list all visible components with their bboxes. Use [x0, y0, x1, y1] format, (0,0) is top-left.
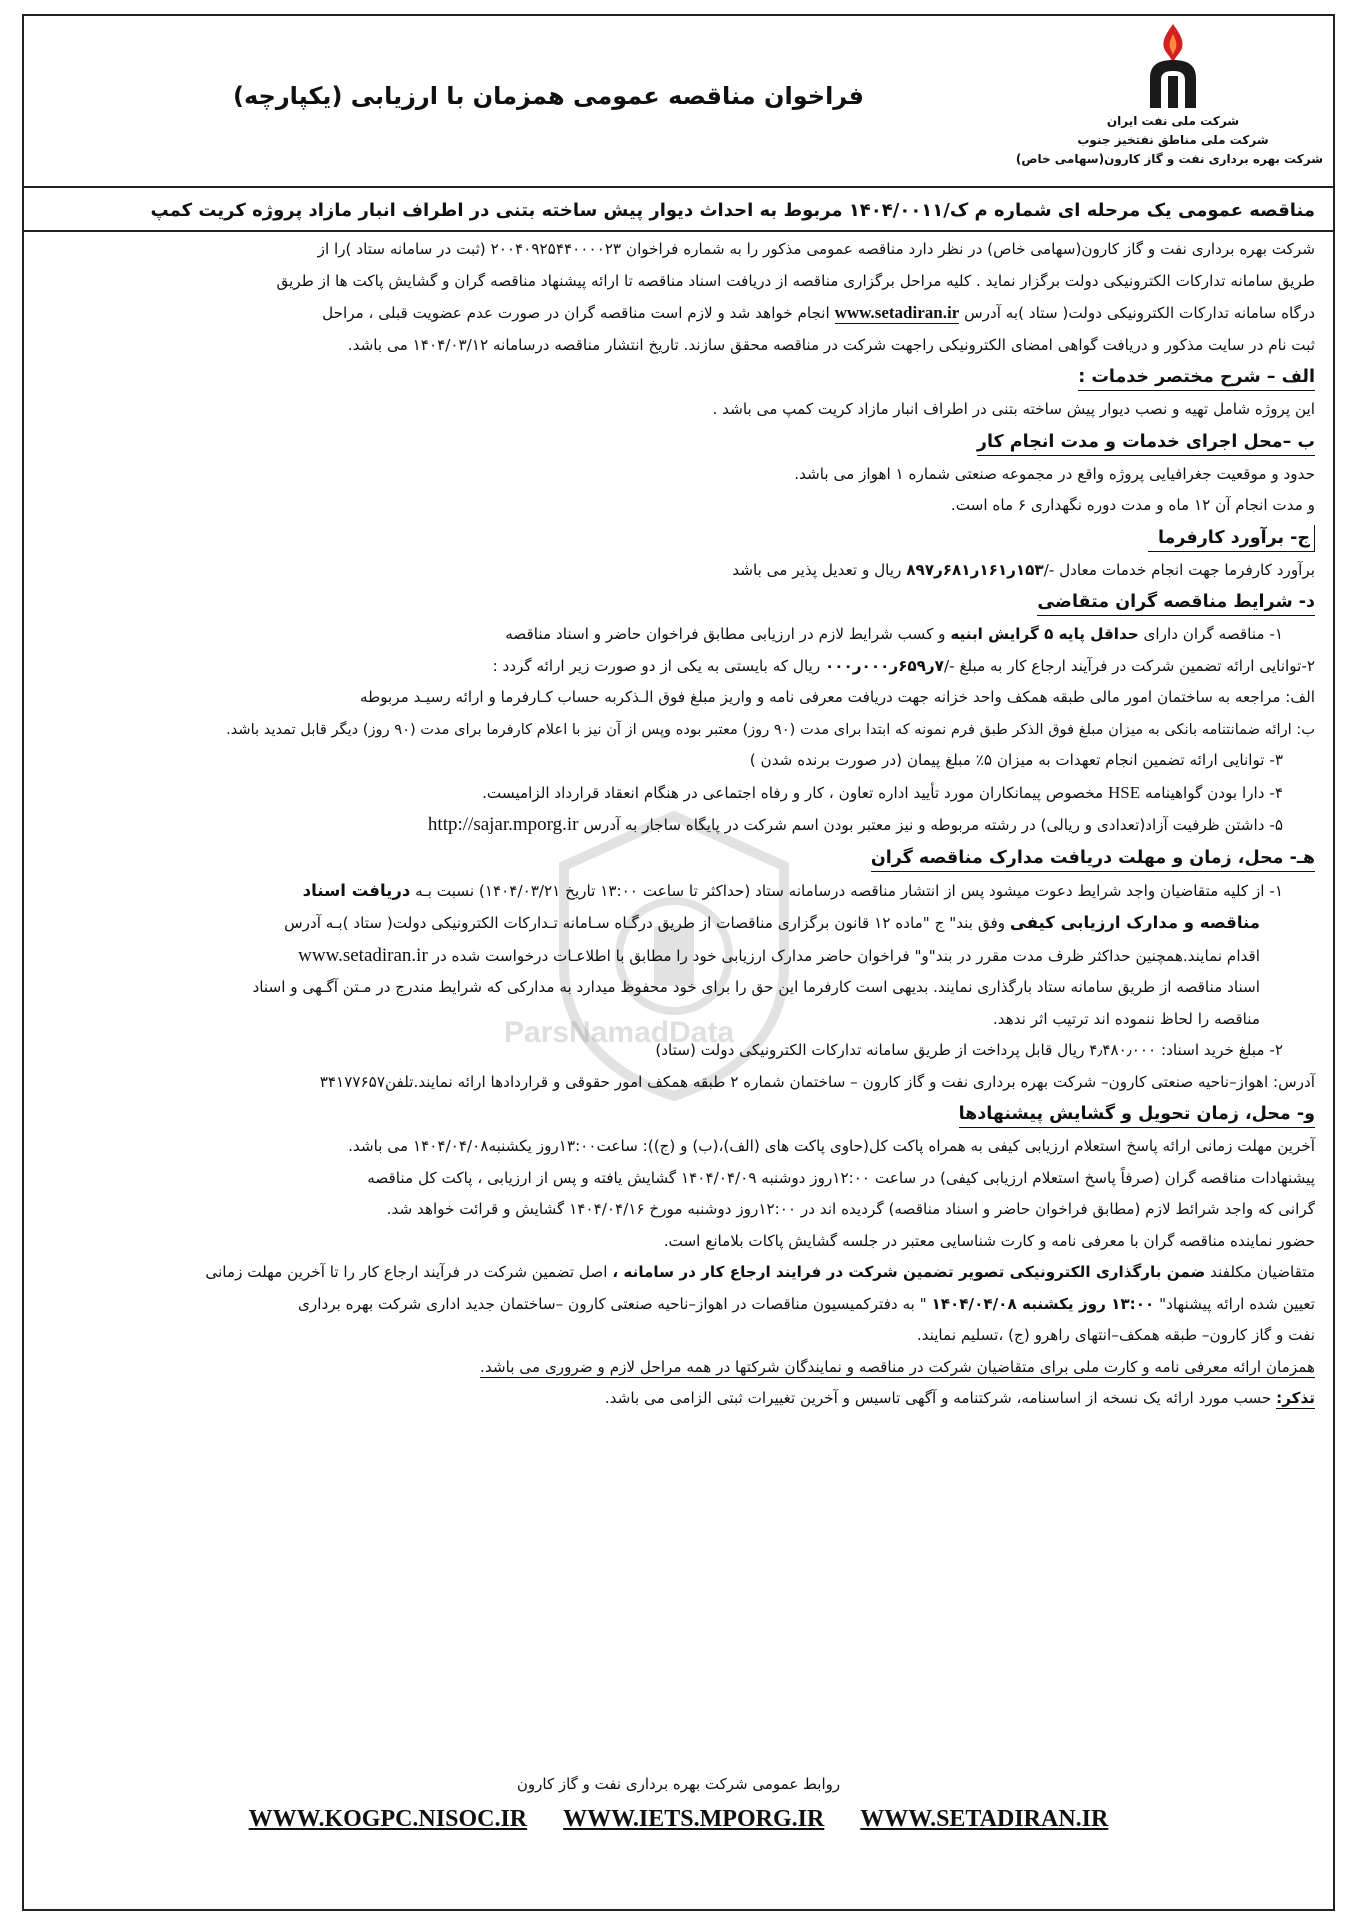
section-f-line-8: همزمان ارائه معرفی نامه و کارت ملی برای متقاضیان شرکت در مناقصه و نمایندگان شرکتها در همه مراحل لازم و ضروری می باشد.	[480, 1357, 1315, 1376]
section-f-line-5: متقاضیان مکلفند ضمن بارگذاری الکترونیکی تصویر تضمین شرکت در فرایند ارجاع کار در سامانه ، اصل تضمین شرکت در فرآیند ارجاع کار را تا آخرین مهلت زمانی	[205, 1263, 1315, 1281]
footer-link-iets[interactable]: WWW.IETS.MPORG.IR	[563, 1806, 825, 1832]
section-f-line-3: گرانی که واجد شرائط لازم (مطابق فراخوان حاضر و اسناد مناقصه) گردیده اند در ۱۲:۰۰روز دوشنبه مورخ ۱۴۰۴/۰۴/۱۶ گشایش و قرائت خواهد شد.	[386, 1200, 1315, 1218]
watermark-text: ParsNamadData	[504, 1016, 735, 1049]
section-b-title: ب –محل اجرای خدمات و مدت انجام کار	[42, 426, 1315, 459]
footer-link-setadiran[interactable]: WWW.SETADIRAN.IR	[860, 1806, 1109, 1832]
intro-line-3-b: انجام خواهد شد و لازم است مناقصه گران در صورت عدم عضویت قبلی ، مراحل	[322, 304, 830, 322]
condition-4: ۴- دارا بودن گواهینامه HSE مخصوص پیمانکاران مورد تأیید اداره تعاون ، کار و رفاه اجتماعی در هنگام انعقاد قرارداد الزامیست.	[482, 782, 1283, 802]
section-f-line-4: حضور نماینده مناقصه گران با معرفی نامه و کارت شناسایی معتبر در جلسه گشایش پاکات بلامانع است.	[663, 1231, 1315, 1250]
condition-5: ۵- داشتن ظرفیت آزاد(تعدادی و ریالی) در رشته مربوطه و نیز معتبر بودن اسم شرکت در پایگاه ساجار به آدرس http://sajar.mporg.ir	[427, 814, 1283, 835]
section-d-title: د- شرایط مناقصه گران متقاضی	[42, 586, 1315, 619]
org-line-1: شرکت ملی نفت ایران	[1106, 114, 1240, 128]
page-title: فراخوان مناقصه عمومی همزمان با ارزیابی (یکپارچه)	[233, 82, 864, 110]
section-e-p1-line-3: اقدام نمایند.همچنین حداکثر ظرف مدت مقرر در بند"و" فراخوان حاضر مدارک ارزیابی خود را مطابق با اطلاعـات درخواست شده در www.setadiran.ir	[298, 944, 1260, 966]
public-relations-line: روابط عمومی شرکت بهره برداری نفت و گاز کارون	[516, 1775, 841, 1793]
section-e-title: هـ- محل، زمان و مهلت دریافت مدارک مناقصه گران	[42, 842, 1315, 875]
condition-2: ۲-توانایی ارائه تضمین شرکت در فرآیند ارجاع کار به مبلغ -/۷ر۶۵۹ر۰۰۰ر۰۰۰ ریال که بایستی به یکی از دو صورت زیر ارائه گردد :	[492, 656, 1315, 675]
condition-2-b: ب: ارائه ضمانتنامه بانکی به میزان مبلغ فوق الذکر طبق فرم نمونه که ابتدا برای مدت (۹۰ روز) معتبر بوده وپس از آن نیز با اعلام کارفرما برای مدت (۹۰ روز) دیگر قابل تمدید باشد.	[226, 720, 1315, 738]
intro-line-3	[42, 297, 1315, 330]
section-c-title: ج- برآورد کارفرما	[42, 522, 1315, 555]
section-e-p2: ۲- مبلغ خرید اسناد: ۴٫۴۸۰٫۰۰۰ ریال قابل پرداخت از طریق سامانه تدارکات الکترونیکی دولت (ستاد)	[655, 1041, 1283, 1059]
intro-line-4: ثبت نام در سایت مذکور و دریافت گواهی امضای الکترونیکی راجهت شرکت در مناقصه محقق سازند. تاریخ انتشار مناقصه درسامانه ۱۴۰۴/۰۳/۱۲ می باشد.	[347, 335, 1315, 354]
nioc-logo-icon	[1138, 20, 1208, 112]
sajar-link[interactable]: http://sajar.mporg.ir	[427, 814, 579, 835]
section-b-line-1: حدود و موقعیت جغرافیایی پروژه واقع در مجموعه صنعتی شماره ۱ اهواز می باشد.	[794, 464, 1315, 483]
intro-line-1: شرکت بهره برداری نفت و گاز کارون(سهامی خاص) در نظر دارد مناقصه عمومی مذکور را به شماره فراخوان ۲۰۰۴۰۹۲۵۴۴۰۰۰۰۲۳ (ثبت در سامانه ستاد )را از	[317, 240, 1315, 258]
section-f-line-2: پیشنهادات مناقصه گران (صرفاً پاسخ استعلام ارزیابی کیفی) در ساعت ۱۲:۰۰روز دوشنبه ۱۴۰۴/۰۴/۰۹ گشایش یافته و پس از ارزیابی ، پاکت کل مناقصه	[367, 1168, 1315, 1187]
company-logo-block	[1015, 20, 1323, 184]
section-e-p1-line-5: مناقصه را لحاظ ننموده اند ترتیب اثر ندهد.	[992, 1009, 1260, 1028]
section-e-p1-line-2: مناقصه و مدارک ارزیابی کیفی وفق بند" ج "ماده ۱۲ قانون برگزاری مناقصات از طریق درگـاه سـامانه تـدارکات الکترونیکی دولت( ستاد )بـه آدرس	[284, 913, 1260, 932]
org-line-2: شرکت ملی مناطق نفتخیز جنوب	[1077, 133, 1269, 147]
section-a-title: الف – شرح مختصر خدمات :	[42, 361, 1315, 394]
intro-line-2: طریق سامانه تدارکات الکترونیکی دولت برگزار نماید . کلیه مراحل برگزاری مناقصه از دریافت اسناد مناقصه تا ارائه پیشنهاد مناقصه گران و گشایش پاکت ها از طریق	[276, 271, 1315, 290]
section-a-body: این پروژه شامل تهیه و نصب دیوار پیش ساخته بتنی در اطراف انبار مازاد کریت کمپ می باشد .	[712, 400, 1315, 418]
note	[42, 1383, 1315, 1415]
notice-page	[22, 14, 1335, 1911]
note-text: حسب مورد ارائه یک نسخه از اساسنامه، شرکتنامه و آگهی تاسیس و آخرین تغییرات ثبتی الزامی می باشد.	[604, 1389, 1272, 1407]
condition-2-a: الف: مراجعه به ساختمان امور مالی طبقه همکف واحد خزانه جهت دریافت معرفی نامه و واریز مبلغ فوق الـذکربه حساب کـارفرما و ارائه رسیـد مربوطه	[359, 688, 1315, 706]
footer-links	[24, 1799, 1333, 1839]
header	[24, 16, 1333, 188]
condition-3: ۳- توانایی ارائه تضمین انجام تعهدات به میزان ۵٪ مبلغ پیمان (در صورت برنده شدن )	[749, 751, 1283, 769]
section-e-address: آدرس: اهواز–ناحیه صنعتی کارون– شرکت بهره برداری نفت و گاز کارون – ساختمان شماره ۲ طبقه همکف امور حقوقی و قراردادها ارائه نمایند.تلفن۳۴۱۷۷۶۵۷	[319, 1072, 1315, 1091]
note-label: تذکر:	[1276, 1389, 1315, 1407]
section-f-line-1: آخرین مهلت زمانی ارائه پاسخ استعلام ارزیابی کیفی به همراه پاکت کل(حاوی پاکت های (الف)،(ب) و (ج)): ساعت۱۳:۰۰روز یکشنبه۱۴۰۴/۰۴/۰۸ می باشد.	[348, 1137, 1315, 1155]
intro-line-3-a: درگاه سامانه تدارکات الکترونیکی دولت( ستاد )به آدرس	[964, 304, 1315, 322]
condition-1: ۱- مناقصه گران دارای حداقل پایه ۵ گرایش ابنیه و کسب شرایط لازم در ارزیابی مطابق فراخوان حاضر و اسناد مناقصه	[505, 625, 1283, 643]
setadiran-link-2[interactable]: www.setadiran.ir	[298, 944, 428, 966]
footer	[24, 1769, 1333, 1839]
section-e-p1-line-4: اسناد مناقصه از طریق سامانه ستاد بارگذاری نمایند. بدیهی است کارفرما این حق را برای خود محفوظ میدارد به مدارکی که شرایط مندرج در مـتن آگـهی و اسناد	[252, 978, 1260, 996]
guarantee-amount: ۷ر۶۵۹ر۰۰۰ر۰۰۰	[824, 656, 944, 675]
section-c-body: برآورد کارفرما جهت انجام خدمات معادل -/۱۵۳ر۱۶۱ر۶۸۱ر۸۹۷ ریال و تعدیل پذیر می باشد	[732, 560, 1315, 579]
section-f-title: و- محل، زمان تحویل و گشایش پیشنهادها	[42, 1098, 1315, 1131]
notice-body	[42, 194, 1315, 1415]
org-line-3: شرکت بهره برداری نفت و گاز کارون(سهامی خاص)	[1015, 152, 1323, 166]
employer-estimate-amount: ۱۵۳ر۱۶۱ر۶۸۱ر۸۹۷	[906, 560, 1044, 579]
setadiran-link[interactable]: www.setadiran.ir	[834, 303, 960, 322]
section-f-line-7: نفت و گاز کارون– طبقه همکف–انتهای راهرو (ج) ،تسلیم نمایند.	[916, 1326, 1315, 1344]
section-b-line-2: و مدت انجام آن ۱۲ ماه و مدت دوره نگهداری ۶ ماه است.	[950, 496, 1315, 514]
section-f-line-6: تعیین شده ارائه پیشنهاد" ۱۳:۰۰ روز یکشنبه ۱۴۰۴/۰۴/۰۸ " به دفترکمیسیون مناقصات در اهواز–ناحیه صنعتی کارون –ساختمان جدید اداری شرکت بهره برداری	[298, 1294, 1315, 1313]
tender-subject: مناقصه عمومی یک مرحله ای شماره م ک/۱۴۰۴/۰۰۱۱ مربوط به احداث دیوار پیش ساخته بتنی در اطراف انبار مازاد پروژه کریت کمپ	[24, 194, 1333, 232]
section-e-p1-line-1: ۱- از کلیه متقاضیان واجد شرایط دعوت میشود پس از انتشار مناقصه درسامانه ستاد (حداکثر تا ساعت ۱۳:۰۰ تاریخ ۱۴۰۴/۰۳/۲۱) نسبت بـه دریافت اسناد	[302, 880, 1283, 900]
footer-link-kogpc[interactable]: WWW.KOGPC.NISOC.IR	[248, 1806, 528, 1832]
